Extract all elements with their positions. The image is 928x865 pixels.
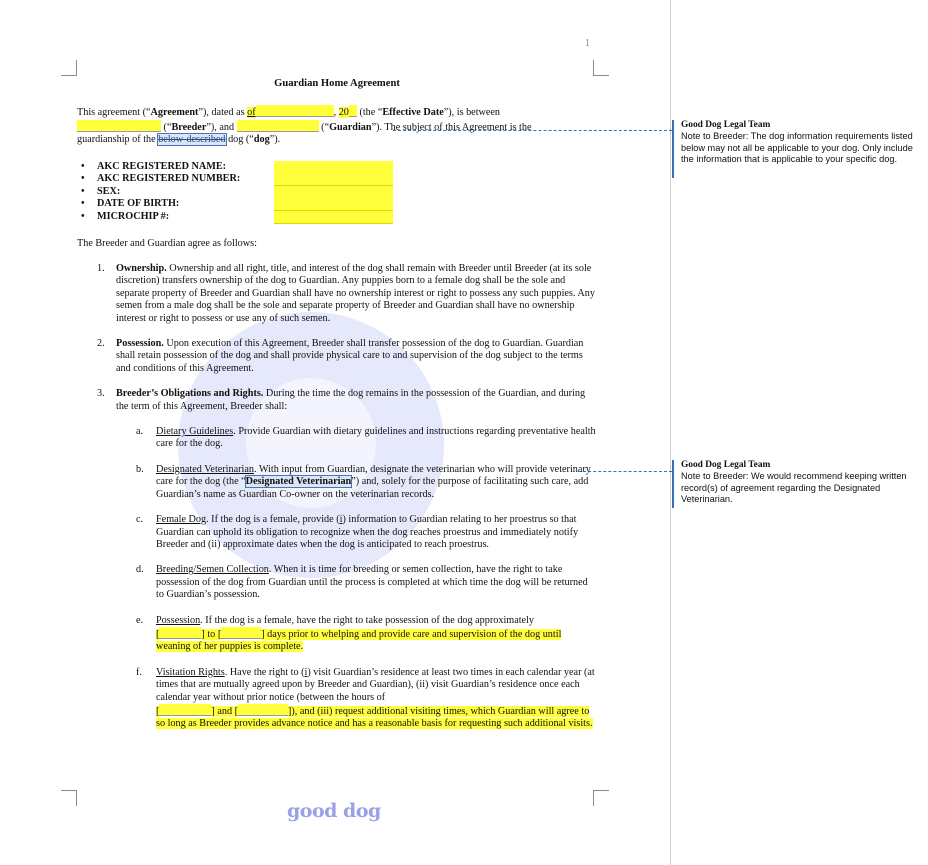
comment-text: Note to Breeder: The dog information requirements listed below may not all be applicable to your dog. Only include the information that is applicable to your specific dog. [681, 131, 913, 165]
comment-author: Good Dog Legal Team [681, 460, 771, 470]
agree-paragraph: The Breeder and Guardian agree as follows: [77, 237, 257, 249]
crop-mark-top-left [61, 60, 77, 76]
good-dog-logo: good dog [287, 800, 381, 822]
crop-mark-bottom-left [61, 790, 77, 806]
document-body[interactable] [77, 78, 597, 744]
subsection-female-dog: c. Female Dog. If the dog is a female, provide (i) information to Guardian relating to her proestrus so that Guardian can uphold its obligation to recognize when the dog reaches proestrus and immediately notify Breeder and (ii) approximate dates when the dog is anticipated to reach proestrus. [136, 514, 579, 550]
document-title: Guardian Home Agreement [274, 78, 400, 89]
page-number: 1 [585, 38, 590, 49]
subsection-visitation: f. Visitation Rights. Have the right to (i) visit Guardian’s residence at least two times in each calendar year (at times that are mutually agreed upon by Breeder and Guardian), (ii) visit Guardian’s residence once each calendar year without prior notice (between the hours of [ ] and [ ]), and (iii) request additional visiting times, which Guardian will agree to so long as Breeder provides advance notice and has a reasonable basis for requesting such additional visits. [136, 666, 595, 730]
selected-term[interactable]: Designated Veterinarian [245, 476, 352, 488]
crop-mark-top-right [593, 60, 609, 76]
tracked-deletion[interactable]: below-described [158, 134, 226, 146]
comment-anchor-line-2 [578, 471, 672, 472]
dob-input[interactable] [274, 198, 393, 211]
subsection-dietary: a. Dietary Guidelines. Provide Guardian with dietary guidelines and instructions regarding preventative health care for the dog. [136, 426, 596, 450]
akc-field-name: • AKC REGISTERED NAME: [97, 161, 597, 174]
comment-text: Note to Breeder: We would recommend keeping written record(s) of agreement regarding the Designated Veterinarian. [681, 471, 907, 505]
sex-input[interactable] [274, 186, 393, 199]
section-ownership: 1. Ownership. Ownership and all right, title, and interest of the dog shall remain with Breeder until Breeder (at its sole discretion) transfers ownership of the dog to Guardian. Any puppies born to a female dog shall be the sole and separate property of Breeder and Guardian shall have no ownership interest or right to possess any such puppies. Any semen from a male dog shall be the sole and separate property of Breeder and Guardian shall have no ownership interest or right to possess or use any of such semen. [97, 263, 595, 324]
intro-paragraph: This agreement (“Agreement”), dated as of , 20 (the “Effective Date”), is between (“Breeder”), and (“Guardian”). The subject of this Agreement is the guardianship of the below-described dog (“dog”). [77, 107, 532, 146]
section-possession: 2. Possession. Upon execution of this Agreement, Breeder shall transfer possession of the dog to Guardian. Guardian shall retain possession of the dog and shall provide physical care to and supervision of the dog subject to the terms and conditions of this Agreement. [97, 338, 584, 374]
crop-mark-bottom-right [593, 790, 609, 806]
comment-author: Good Dog Legal Team [681, 120, 771, 130]
subsection-breeding: d. Breeding/Semen Collection. When it is time for breeding or semen collection, have the right to take possession of the dog from Guardian until the process is completed at which time the dog will be returned to Guardian’s possession. [136, 564, 588, 601]
subsection-veterinarian: b. Designated Veterinarian. With input from Guardian, designate the veterinarian who will provide veterinary care for the dog (the “Designated Veterinarian”) and, solely for the purpose of facilitating such care, add Guardian’s name as Guardian Co-owner on the veterinarian records. [136, 463, 591, 500]
subsection-possession: e. Possession. If the dog is a female, have the right to take possession of the dog approximately [ ] to [ ] days prior to whelping and provide care and supervision of the dog until weaning of her puppies is complete. [136, 614, 562, 653]
akc-info-list [77, 161, 597, 224]
comment-1[interactable] [672, 120, 926, 178]
comment-2[interactable] [672, 460, 926, 508]
akc-field-sex: • SEX: [97, 186, 597, 199]
akc-field-number: • AKC REGISTERED NUMBER: [97, 173, 597, 186]
akc-number-input[interactable] [274, 173, 393, 186]
akc-field-microchip: • MICROCHIP #: [97, 211, 597, 224]
akc-field-dob: • DATE OF BIRTH: [97, 198, 597, 211]
comment-anchor-line-1 [393, 130, 672, 131]
section-breeder-obligations: 3. Breeder’s Obligations and Rights. During the time the dog remains in the possession of the Guardian, and during the term of this Agreement, Breeder shall: [97, 388, 586, 412]
microchip-input[interactable] [274, 211, 393, 224]
akc-name-input[interactable] [274, 161, 393, 174]
